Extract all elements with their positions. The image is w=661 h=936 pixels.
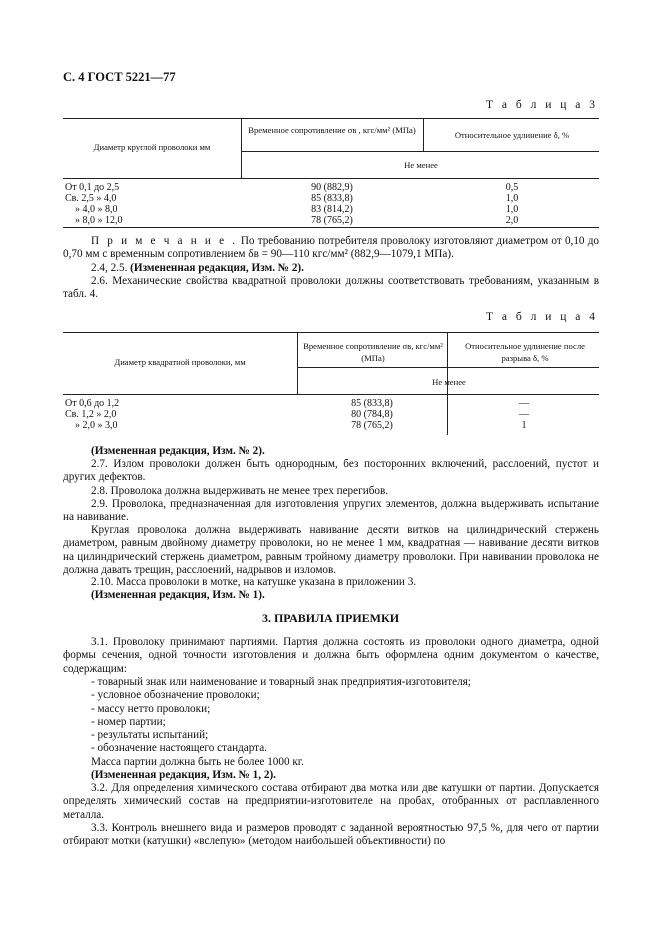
revision-note-2: (Измененная редакция, Изм. № 2). (91, 445, 265, 457)
list-item: - условное обозначение проволоки; (91, 689, 260, 702)
table3 (63, 118, 599, 228)
table4-top-rule (63, 332, 599, 333)
table3-strength: 83 (814,2) (311, 204, 353, 215)
table3-bottom-rule (63, 227, 599, 228)
revision-note-1: (Измененная редакция, Изм. № 1). (91, 589, 265, 601)
table3-strength: 90 (882,9) (311, 182, 353, 193)
para-3-3: 3.3. Контроль внешнего вида и размеров проводят с заданной вероятностью 97,5 %, для чего от партии отбирают мотки (катушки) «вслепую» (методом наибольшей объективности) по (63, 822, 599, 848)
table4-col1-head: Диаметр квадратной проволоки, мм (114, 357, 246, 367)
table3-diameter: От 0,1 до 2,5 (65, 182, 120, 193)
table3-subhead: Не менее (404, 160, 438, 170)
para-3-2: 3.2. Для определения химического состава отбирают два мотка или две катушки от партии. Допускается определять химический состав на предприятии-изготовителе на пробах, отобранных от расплавленного металла. (63, 782, 599, 821)
table4-elongation: 1 (521, 420, 527, 431)
table4-diameter: От 0,6 до 1,2 (65, 398, 120, 409)
para-3-1: 3.1. Проволоку принимают партиями. Партия должна состоять из проволоки одного диаметра, одной формы сечения, одной точности изготовления и должна быть оформлена одним документом о качестве, содержащим: (63, 636, 599, 675)
table3-row (65, 182, 119, 193)
table3-row (75, 215, 123, 226)
para-2-9-winding: Круглая проволока должна выдерживать навивание десяти витков на цилиндрический стержень диаметром, равным двойному диаметру проволоки, но не менее 1 мм, квадратная — навивание десяти витков на цилиндрический стержень диаметром, равным тройному диаметру проволоки. При навивании проволока не должна давать трещин, расслоений, надрывов и изломов. (63, 524, 599, 576)
table4-subhead: Не менее (432, 377, 466, 387)
table3-caption: Т а б л и ц а 3 (485, 99, 598, 111)
table4 (63, 332, 599, 435)
table3-col1-head: Диаметр круглой проволоки мм (93, 142, 211, 152)
para-2-7: 2.7. Излом проволоки должен быть однородным, без посторонних включений, расслоений, пустот и других дефектов. (63, 458, 599, 484)
para-2-6: 2.6. Механические свойства квадратной проволоки должны соответствовать требованиям, указанным в табл. 4. (63, 275, 599, 301)
table3-elongation: 0,5 (505, 182, 519, 193)
table3-header-rule (63, 178, 599, 179)
batch-mass: Масса партии должна быть не более 1000 кг. (91, 756, 304, 768)
list-item: - массу нетто проволоки; (91, 702, 211, 715)
table3-row (65, 193, 116, 204)
table3-vline-1 (241, 118, 242, 178)
table4-vline-1 (297, 332, 298, 394)
table4-col3-head: Относительное удлинение после разрыва δ, % (465, 341, 585, 363)
table4-strength: 85 (833,8) (351, 398, 393, 409)
note-label: П р и м е ч а н и е . (91, 235, 238, 247)
table3-strength: 85 (833,8) (311, 193, 353, 204)
table4-diameter: » 2,0 » 3,0 (75, 420, 118, 431)
table4-diameter: Св. 1,2 » 2,0 (65, 409, 117, 420)
page-header: С. 4 ГОСТ 5221—77 (63, 70, 176, 84)
table4-header-rule (63, 394, 599, 395)
revision-note: (Измененная редакция, Изм. № 2). (130, 262, 304, 274)
list-item: - результаты испытаний; (91, 729, 209, 742)
table3-elongation: 1,0 (505, 204, 519, 215)
table3-row (75, 204, 118, 215)
table4-col2-head: Временное сопротивление σв, кгс/мм² (МПа) (303, 341, 443, 363)
list-item: - товарный знак или наименование и товарный знак предприятия-изготовителя; (91, 676, 471, 688)
revision-note-1-2: (Измененная редакция, Изм. № 1, 2). (91, 769, 276, 781)
table3-col2-head: Временное сопротивление σв , кгс/мм² (МПа) (248, 125, 416, 135)
table3-diameter: Св. 2,5 » 4,0 (65, 193, 117, 204)
section-heading: 3. ПРАВИЛА ПРИЕМКИ (261, 611, 400, 625)
para-2-4-2-5 (91, 262, 304, 275)
table3-elongation: 2,0 (505, 215, 519, 226)
table3-top-rule (63, 118, 599, 119)
table4-strength: 80 (784,8) (351, 409, 393, 420)
table3-diameter: » 8,0 » 12,0 (75, 215, 123, 226)
note-text: По требованию потребителя проволоку изготовляют диаметром от 0,10 до 0,70 мм с временным сопротивлением δв = 90—110 кгс/мм² (882,9—1079,1 МПа). (63, 235, 600, 261)
table4-elongation: — (519, 398, 529, 409)
para-number: 2.4, 2.5. (91, 262, 128, 274)
table3-strength: 78 (765,2) (311, 215, 353, 226)
table3-vline-2 (423, 118, 424, 151)
table3-col3-head: Относительное удлинение δ, % (454, 130, 570, 140)
table4-strength: 78 (765,2) (351, 420, 393, 431)
table3-note (63, 235, 599, 262)
para-2-9: 2.9. Проволока, предназначенная для изготовления упругих элементов, должна выдерживать испытание на навивание. (63, 498, 599, 524)
table3-diameter: » 4,0 » 8,0 (75, 204, 118, 215)
list-item: - номер партии; (91, 715, 166, 728)
table4-caption: Т а б л и ц а 4 (485, 311, 598, 323)
table4-mid-rule (297, 367, 599, 368)
table4-elongation: — (519, 409, 529, 420)
list-item: - обозначение настоящего стандарта. (91, 742, 267, 755)
para-2-10: 2.10. Масса проволоки в мотке, на катушке указана в приложении 3. (91, 576, 417, 588)
document-contents-list (91, 676, 471, 756)
table3-elongation: 1,0 (505, 193, 519, 204)
table3-mid-rule (241, 151, 599, 152)
para-2-8: 2.8. Проволока должна выдерживать не менее трех перегибов. (91, 485, 389, 497)
